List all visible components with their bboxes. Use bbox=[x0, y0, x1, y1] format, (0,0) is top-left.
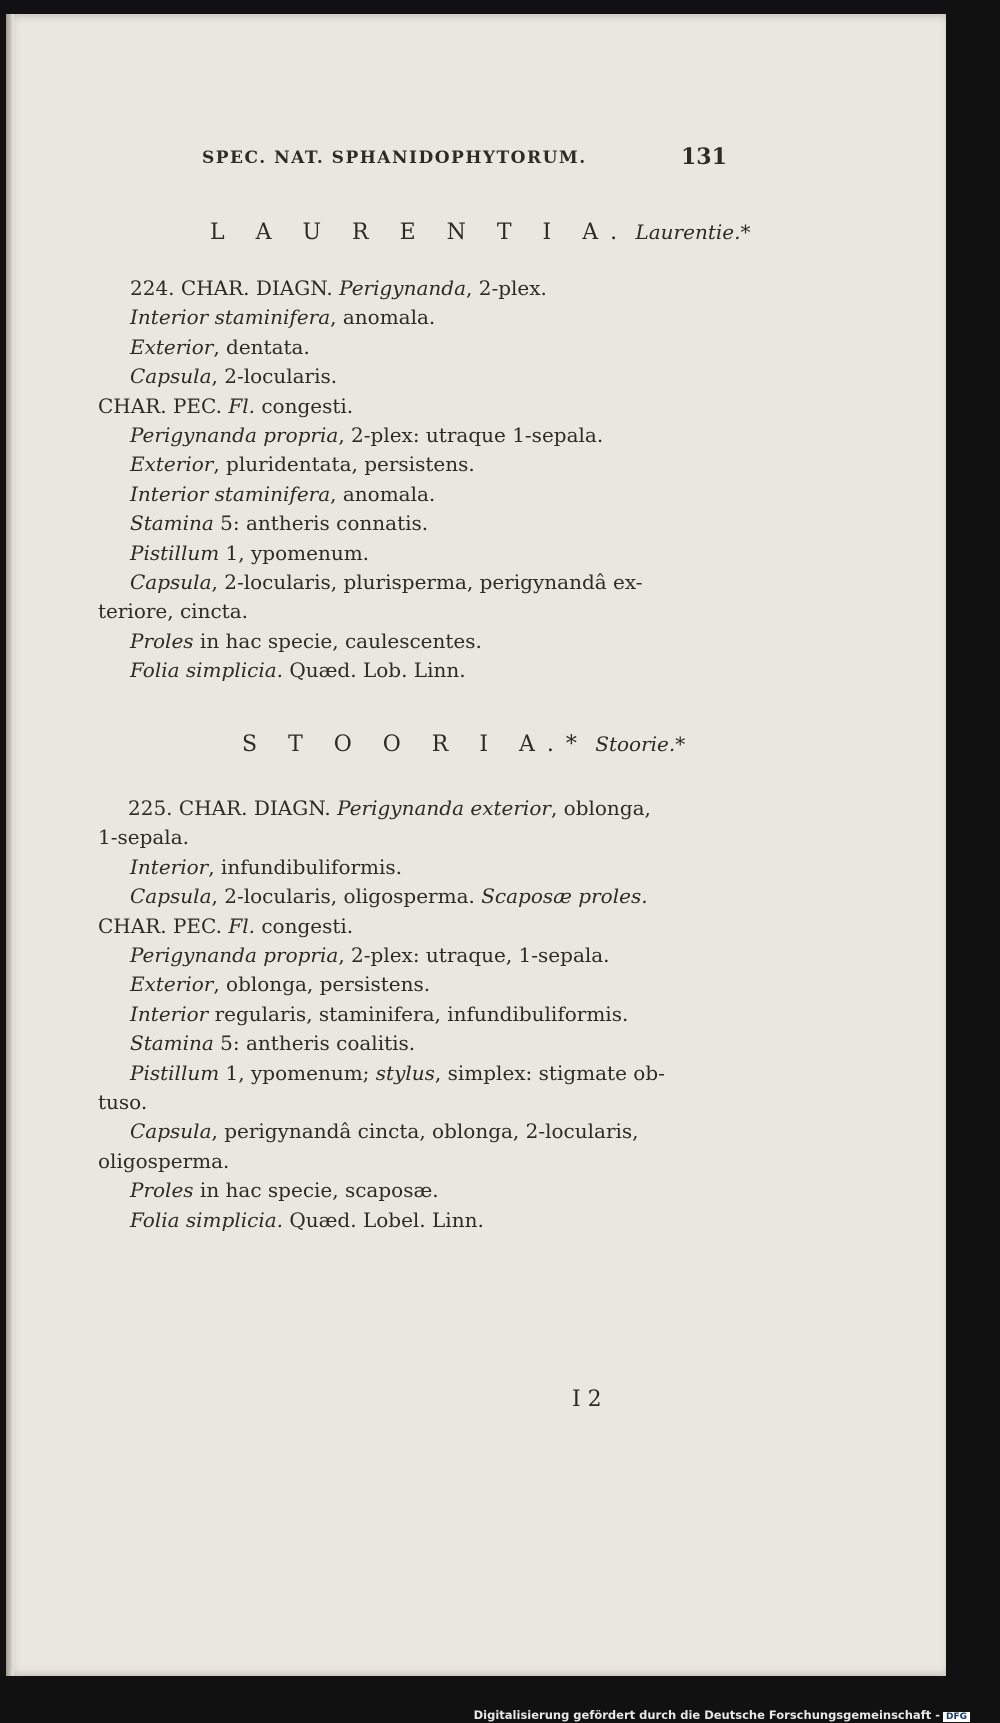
text-run: 225. bbox=[128, 796, 179, 820]
text-run: congesti. bbox=[254, 393, 354, 418]
text-run: , dentata. bbox=[213, 334, 310, 359]
text-run: Proles bbox=[130, 628, 194, 653]
signature-mark: I 2 bbox=[572, 1387, 602, 1412]
text-run: 224. bbox=[130, 276, 181, 300]
text-run: Scaposæ proles. bbox=[481, 884, 648, 909]
text-run: Pistillum bbox=[130, 1060, 220, 1085]
text-run: Perigynanda exterior bbox=[337, 796, 551, 820]
text-run: Folia simplicia. bbox=[130, 1207, 283, 1232]
text-run: teriore, cincta. bbox=[98, 599, 248, 624]
text-line bbox=[130, 658, 466, 682]
text-run: 5: antheris connatis. bbox=[213, 511, 429, 536]
text-line bbox=[130, 1061, 665, 1085]
text-run: , infundibuliformis. bbox=[208, 854, 403, 879]
text-line bbox=[130, 364, 337, 388]
text-run: Proles bbox=[130, 1178, 194, 1203]
text-run: Capsula bbox=[130, 364, 212, 389]
text-run: tuso. bbox=[98, 1090, 148, 1114]
text-run: Interior bbox=[130, 1001, 209, 1026]
text-line bbox=[130, 1178, 439, 1202]
text-run: , 2-locularis. bbox=[211, 364, 338, 389]
text-line bbox=[130, 1002, 628, 1026]
text-line bbox=[130, 305, 435, 329]
text-line bbox=[98, 394, 353, 418]
text-run: Interior bbox=[130, 854, 209, 879]
text-run: CHAR. PEC. bbox=[98, 393, 229, 418]
text-line bbox=[130, 423, 603, 447]
text-run: Interior staminifera bbox=[130, 305, 331, 330]
text-line bbox=[130, 943, 610, 967]
text-line bbox=[130, 972, 430, 996]
text-line bbox=[130, 629, 482, 653]
text-run: Exterior bbox=[130, 972, 214, 997]
text-run: , oblonga, persistens. bbox=[213, 972, 431, 997]
text-run: , oblonga, bbox=[550, 796, 651, 820]
text-run: Exterior bbox=[130, 452, 214, 477]
footer-credit bbox=[474, 1708, 970, 1722]
genus-name: S T O O R I A.* bbox=[242, 732, 589, 757]
text-line bbox=[130, 335, 310, 359]
text-run: Pistillum bbox=[130, 540, 220, 565]
text-line bbox=[98, 914, 353, 938]
text-line bbox=[98, 825, 189, 849]
text-run: Interior staminifera bbox=[130, 481, 331, 506]
text-run: , 2-plex. bbox=[466, 276, 547, 300]
text-run: , 2-locularis, plurisperma, perigynandâ ex- bbox=[211, 570, 643, 594]
text-run: 1, ypomenum; bbox=[219, 1060, 376, 1085]
dfg-logo: DFG bbox=[943, 1712, 970, 1722]
running-head: SPEC. NAT. SPHANIDOPHYTORUM. bbox=[202, 148, 587, 168]
text-run: CHAR. DIAGN. bbox=[180, 276, 340, 300]
text-run: , perigynandâ cincta, oblonga, 2-locularis, bbox=[211, 1119, 639, 1144]
text-line bbox=[130, 1208, 484, 1232]
section-title-laurentia bbox=[210, 220, 750, 245]
text-run: Exterior bbox=[130, 334, 214, 359]
text-run: Fl. bbox=[228, 393, 255, 418]
text-run: , anomala. bbox=[330, 305, 436, 330]
genus-common-name: Laurentie.* bbox=[635, 220, 751, 244]
text-line bbox=[130, 855, 402, 879]
genus-name: L A U R E N T I A. bbox=[210, 220, 630, 245]
text-line bbox=[130, 570, 643, 594]
text-run: Stamina bbox=[130, 1031, 214, 1056]
text-line bbox=[130, 482, 435, 506]
text-line bbox=[130, 276, 547, 300]
text-line bbox=[128, 796, 651, 820]
text-run: , simplex: stigmate ob- bbox=[434, 1060, 665, 1085]
text-run: in hac specie, caulescentes. bbox=[193, 628, 482, 653]
text-run: Stamina bbox=[130, 511, 214, 536]
text-line bbox=[98, 599, 248, 623]
text-line bbox=[98, 1149, 229, 1173]
text-run: 1, ypomenum. bbox=[219, 540, 370, 565]
text-run: Quæd. Lobel. Linn. bbox=[283, 1207, 484, 1232]
text-line bbox=[98, 1090, 147, 1114]
text-run: , 2-plex: utraque 1-sepala. bbox=[338, 423, 604, 447]
text-line bbox=[130, 541, 369, 565]
text-run: congesti. bbox=[254, 913, 354, 938]
book-page bbox=[6, 14, 946, 1676]
page-spine-shadow bbox=[6, 14, 14, 1676]
footer-text: Digitalisierung gefördert durch die Deutsche Forschungsgemeinschaft - bbox=[473, 1708, 940, 1722]
text-run: regularis, staminifera, infundibuliformis. bbox=[208, 1001, 629, 1026]
section-title-stooria bbox=[242, 732, 685, 757]
text-line bbox=[130, 884, 648, 908]
text-line bbox=[130, 452, 475, 476]
text-run: , 2-locularis, oligosperma. bbox=[211, 884, 482, 909]
text-run: Perigynanda bbox=[339, 276, 467, 300]
text-run: stylus bbox=[375, 1060, 435, 1085]
text-line bbox=[130, 511, 428, 535]
text-run: , anomala. bbox=[330, 481, 436, 506]
text-run: 1-sepala. bbox=[98, 825, 189, 850]
text-run: Fl. bbox=[228, 913, 255, 938]
text-line bbox=[130, 1031, 415, 1055]
text-run: Capsula bbox=[130, 1119, 212, 1144]
text-run: , pluridentata, persistens. bbox=[213, 452, 475, 477]
text-run: oligosperma. bbox=[98, 1148, 230, 1173]
text-run: Quæd. Lob. Linn. bbox=[283, 658, 466, 683]
text-run: CHAR. DIAGN. bbox=[178, 796, 338, 820]
text-run: CHAR. PEC. bbox=[98, 913, 229, 938]
text-run: Capsula bbox=[130, 570, 212, 594]
text-run: Perigynanda propria bbox=[130, 943, 339, 967]
genus-common-name: Stoorie.* bbox=[595, 732, 686, 756]
page-number: 131 bbox=[681, 144, 727, 170]
text-run: in hac specie, scaposæ. bbox=[193, 1178, 439, 1203]
text-run: Folia simplicia. bbox=[130, 658, 283, 683]
text-run: 5: antheris coalitis. bbox=[213, 1031, 416, 1056]
text-run: Capsula bbox=[130, 884, 212, 909]
text-line bbox=[130, 1119, 639, 1143]
text-run: , 2-plex: utraque, 1-sepala. bbox=[338, 943, 610, 967]
text-run: Perigynanda propria bbox=[130, 423, 339, 447]
